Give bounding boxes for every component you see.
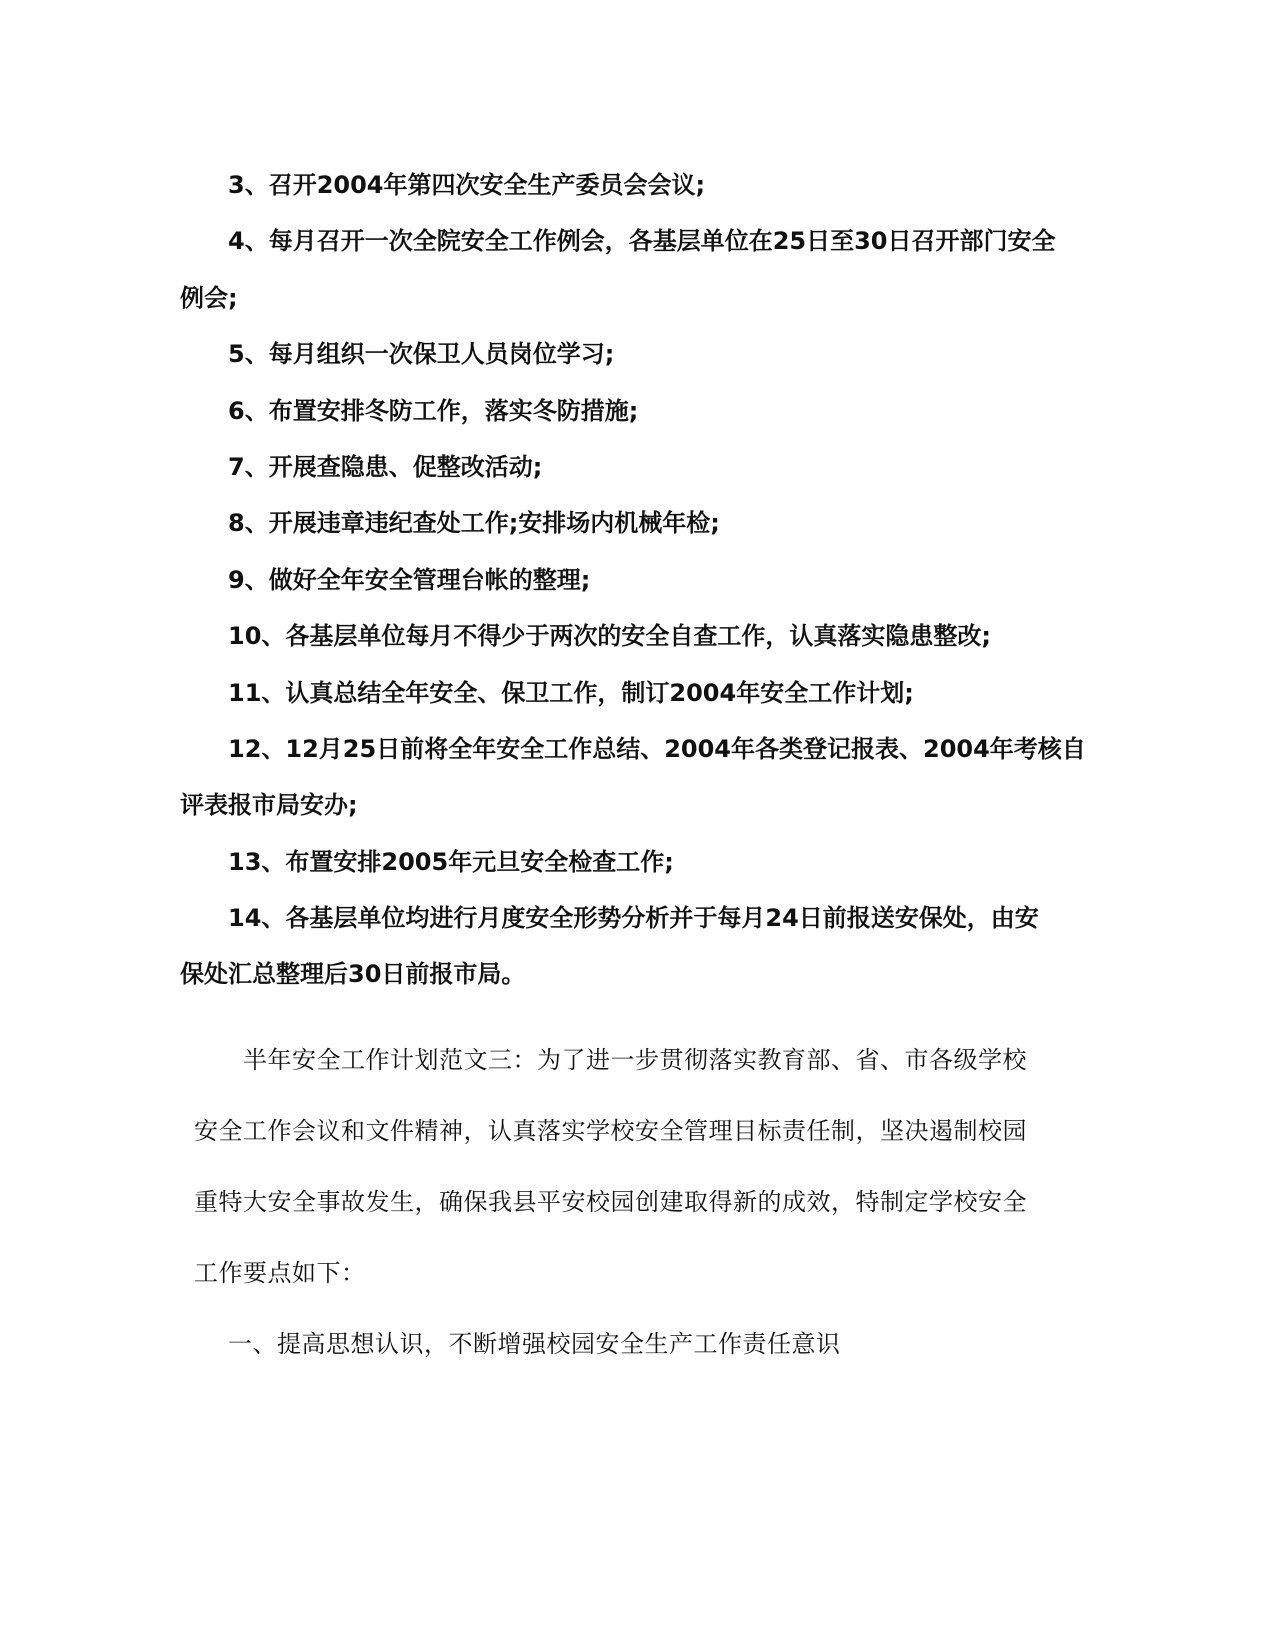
list-item-6: 6、布置安排冬防工作，落实冬防措施; xyxy=(228,397,639,425)
section-heading-1: 一、提高思想认识，不断增强校园安全生产工作责任意识 xyxy=(228,1330,841,1358)
list-item-10: 10、各基层单位每月不得少于两次的安全自查工作，认真落实隐患整改; xyxy=(228,622,991,650)
list-item-9: 9、做好全年安全管理台帐的整理; xyxy=(228,566,591,594)
list-item-4: 4、每月召开一次全院安全工作例会，各基层单位在25日至30日召开部门安全 xyxy=(228,227,1056,255)
list-item-13: 13、布置安排2005年元旦安全检查工作; xyxy=(228,848,674,876)
list-item-4-cont: 例会; xyxy=(180,284,238,312)
list-item-12-cont: 评表报市局安办; xyxy=(180,791,358,819)
list-item-14-cont: 保处汇总整理后30日前报市局。 xyxy=(180,960,526,988)
list-item-3: 3、召开2004年第四次安全生产委员会会议; xyxy=(228,171,706,199)
paragraph-line-2: 安全工作会议和文件精神，认真落实学校安全管理目标责任制，坚决遏制校园 xyxy=(194,1117,1027,1145)
paragraph-line-4: 工作要点如下： xyxy=(194,1259,366,1287)
list-item-7: 7、开展查隐患、促整改活动; xyxy=(228,453,543,481)
list-item-8: 8、开展违章违纪查处工作;安排场内机械年检; xyxy=(228,509,720,537)
list-item-11: 11、认真总结全年安全、保卫工作，制订2004年安全工作计划; xyxy=(228,679,914,707)
list-item-14: 14、各基层单位均进行月度安全形势分析并于每月24日前报送安保处，由安 xyxy=(228,904,1039,932)
paragraph-line-3: 重特大安全事故发生，确保我县平安校园创建取得新的成效，特制定学校安全 xyxy=(194,1188,1027,1216)
list-item-5: 5、每月组织一次保卫人员岗位学习; xyxy=(228,340,615,368)
list-item-12: 12、12月25日前将全年安全工作总结、2004年各类登记报表、2004年考核自 xyxy=(228,735,1086,763)
paragraph-line-1: 半年安全工作计划范文三：为了进一步贯彻落实教育部、省、市各级学校 xyxy=(243,1046,1027,1074)
